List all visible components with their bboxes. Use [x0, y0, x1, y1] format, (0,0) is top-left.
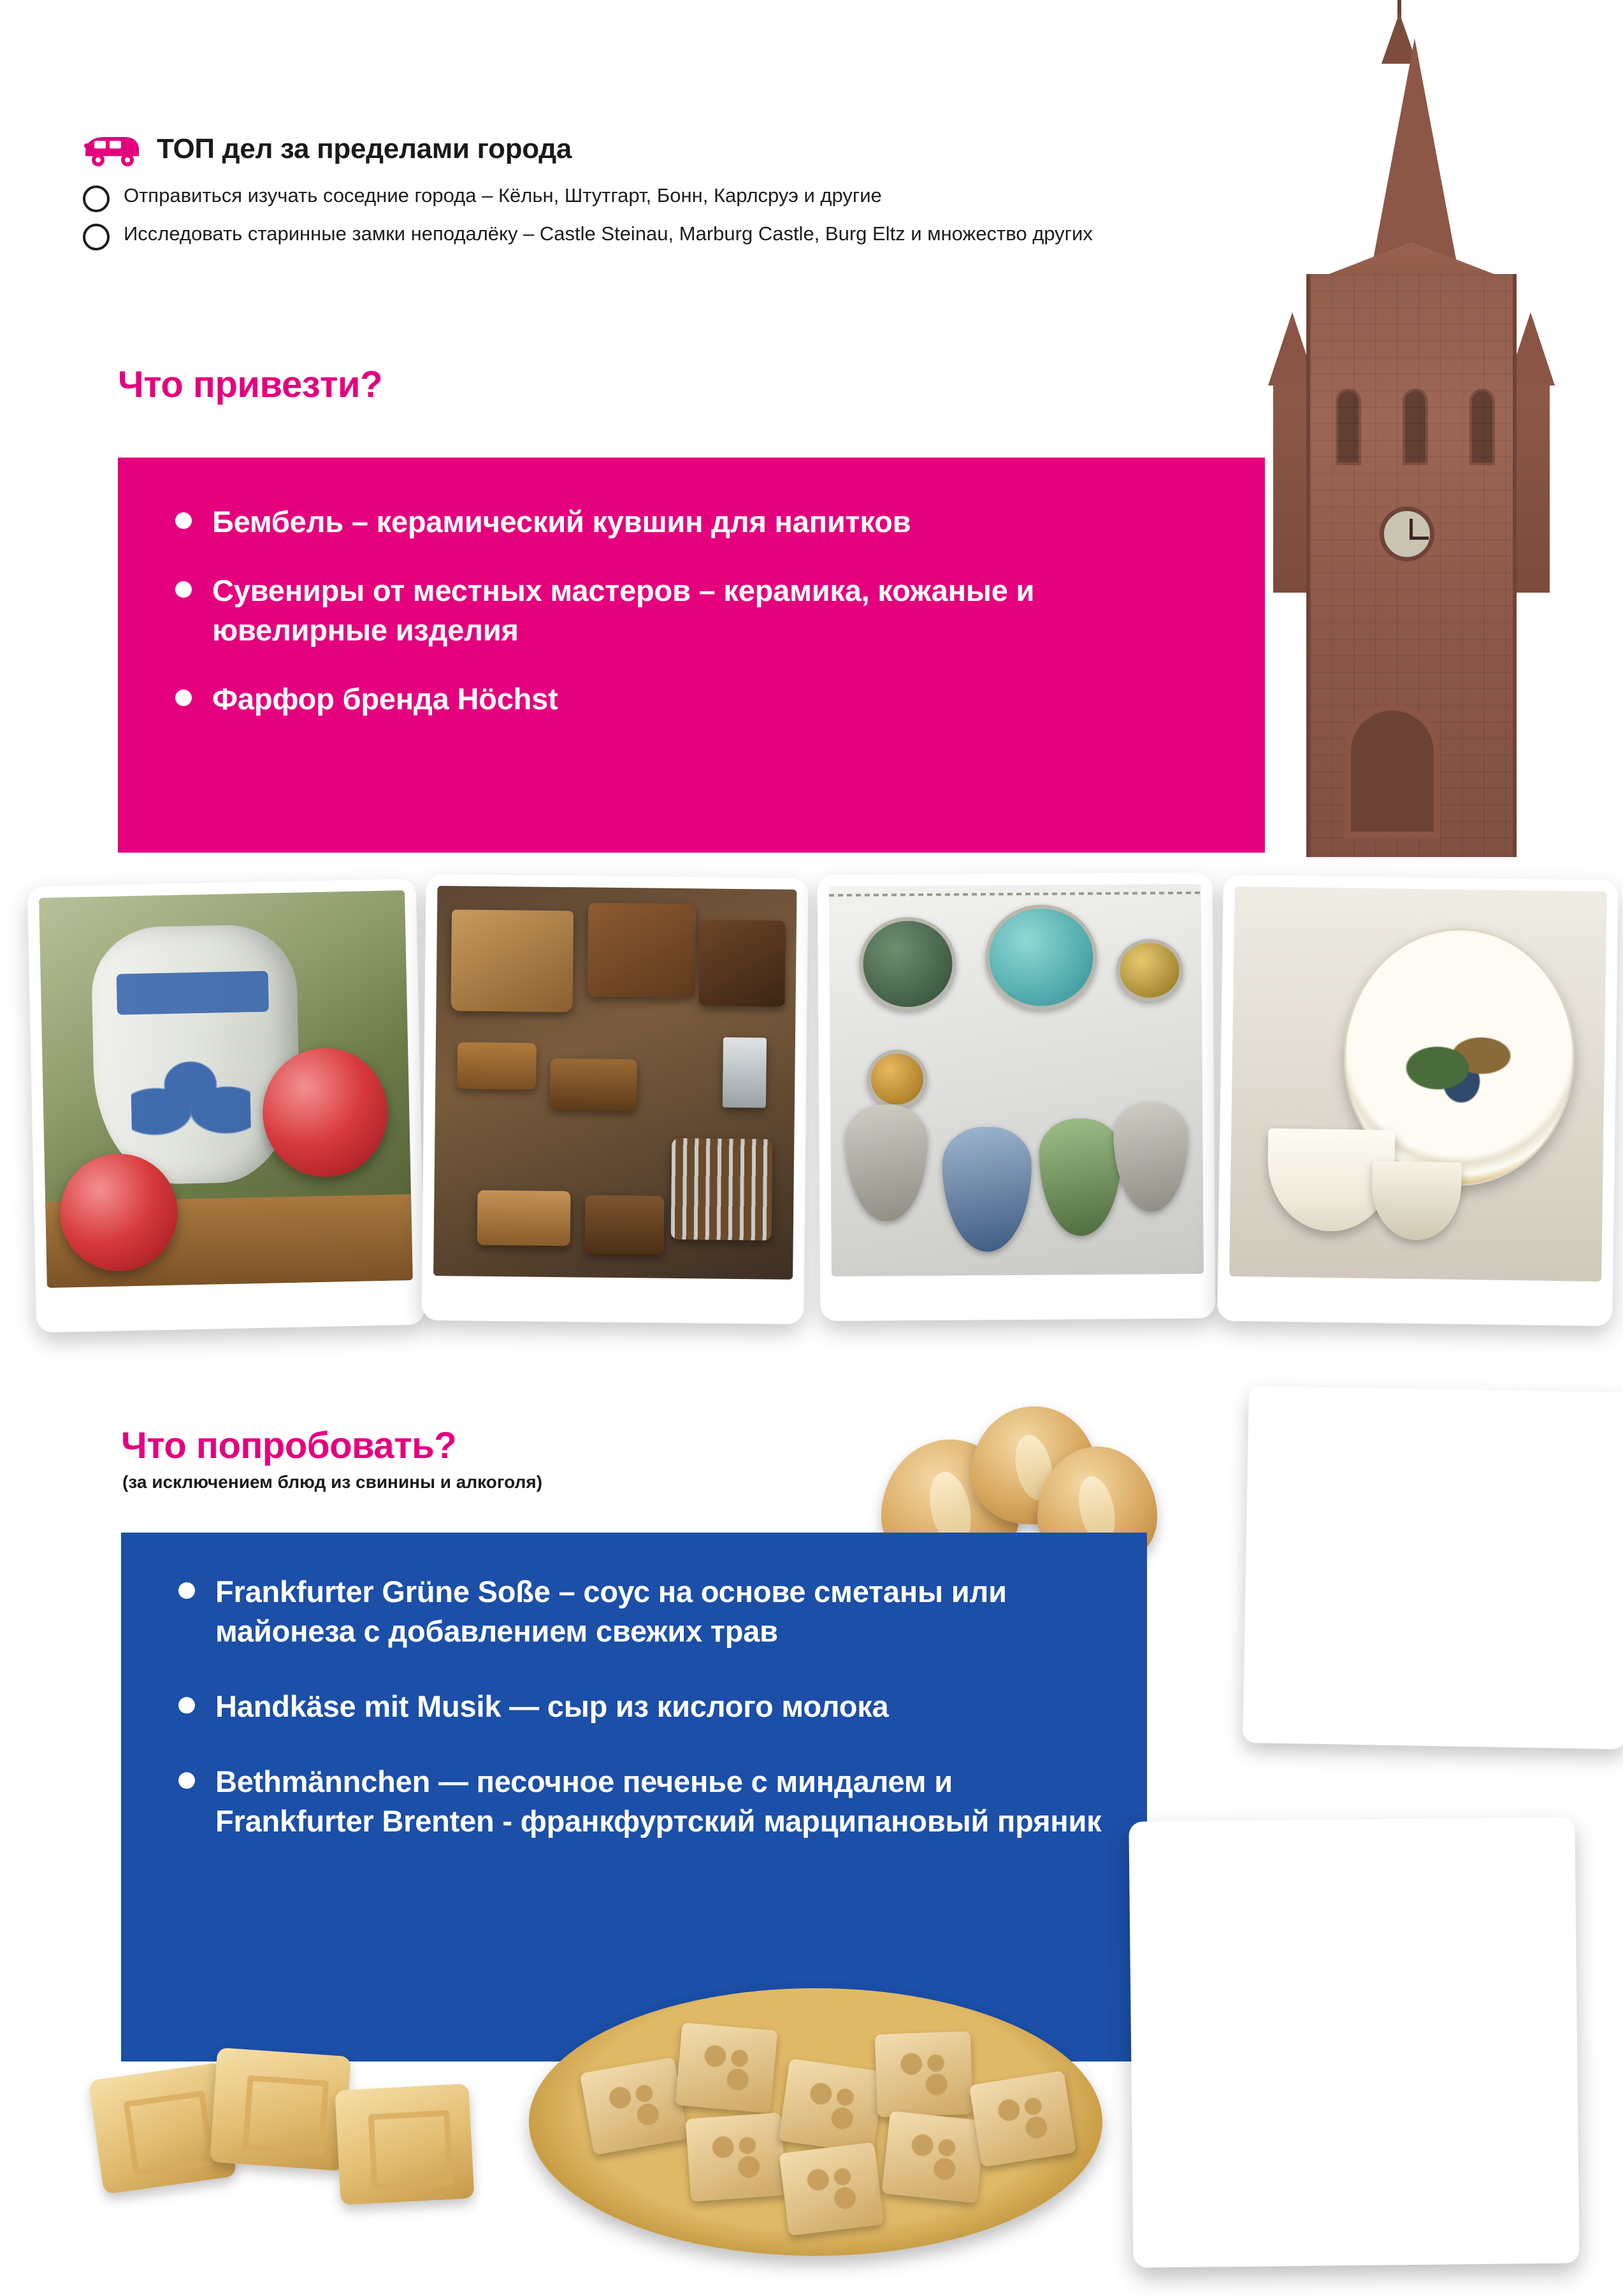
food-panel	[121, 1533, 1147, 2061]
apple	[262, 1047, 389, 1178]
dot-bullet-icon	[175, 512, 192, 529]
list-item	[175, 571, 1214, 650]
photo-jewellery	[829, 884, 1204, 1276]
list-item	[83, 221, 1223, 250]
brenten-cookie	[580, 2057, 688, 2155]
green-sauce-bowl	[1418, 1397, 1578, 1400]
souvenir-photo-row	[19, 863, 1623, 1348]
photo-card-gruene-sosse	[1243, 1386, 1623, 1749]
list-item-text: Фарфор бренда Höchst	[212, 682, 558, 716]
top-things-to-do-section	[83, 131, 1223, 259]
parsley-garnish	[1252, 1830, 1309, 1831]
gemstone-pendant	[985, 904, 1097, 1010]
bus-icon	[83, 131, 141, 168]
silver-pendant	[1113, 1102, 1188, 1212]
cheese-portion	[1266, 1829, 1438, 1831]
dot-bullet-icon	[178, 1582, 195, 1599]
brenten-cookie	[779, 2142, 884, 2235]
turret-right	[1511, 382, 1550, 593]
necklace-chain	[829, 892, 1201, 897]
leather-bag	[451, 909, 573, 1012]
porcelain-bowl	[1371, 1161, 1462, 1240]
cathedral-illustration	[1230, 0, 1623, 857]
brenten-cookie	[675, 2023, 778, 2114]
photo-card-porcelain	[1217, 875, 1619, 1327]
photo-card-bembel-jug	[27, 879, 426, 1333]
food-heading: Что попробовать?	[121, 1425, 457, 1466]
potato-wedge	[1360, 1390, 1417, 1404]
circle-bullet-icon	[83, 224, 110, 250]
table-surface	[1258, 1395, 1622, 1401]
dot-bullet-icon	[178, 1697, 195, 1714]
shortbread-cookie	[210, 2047, 351, 2171]
leather-wallet	[457, 1042, 537, 1090]
list-item	[178, 1687, 1102, 1726]
brenten-cookie	[875, 2031, 973, 2117]
brenten-cookie	[969, 2070, 1076, 2167]
gemstone-pendant	[1116, 939, 1183, 1002]
turret-left	[1273, 382, 1311, 593]
list-item-text: Handkäse mit Musik — сыр из кислого молока	[215, 1689, 889, 1724]
tower-window	[1469, 389, 1495, 465]
bread-slice	[1280, 1829, 1438, 1831]
silver-pendant	[1039, 1118, 1122, 1236]
gemstone-pendant	[859, 917, 956, 1011]
tower-window	[1336, 389, 1361, 465]
list-item	[175, 502, 1214, 542]
brenten-cookie	[779, 2058, 885, 2154]
list-item-text: Исследовать старинные замки неподалёку – Castle Steinau, Marburg Castle, Burg Eltz и множество других	[124, 222, 1093, 245]
photo-gruene-sosse	[1258, 1395, 1622, 1401]
list-item	[178, 1572, 1102, 1651]
souvenirs-heading: Что привезти?	[118, 364, 383, 405]
dot-bullet-icon	[175, 690, 192, 706]
dot-bullet-icon	[175, 581, 192, 598]
list-item-text: Бембель – керамический кувшин для напитков	[212, 505, 911, 538]
white-plate	[1280, 1396, 1600, 1401]
leather-bag	[698, 920, 786, 1006]
black-plate	[1173, 1828, 1531, 1831]
tower-window	[1403, 389, 1428, 465]
leather-wallet	[477, 1190, 571, 1246]
photo-handkaese	[1139, 1828, 1565, 1832]
photo-leather-goods	[433, 886, 797, 1280]
dot-bullet-icon	[178, 1772, 195, 1789]
souvenirs-panel	[118, 458, 1265, 853]
list-item	[83, 183, 1223, 212]
leather-bag	[588, 903, 696, 998]
food-subheading: (за исключением блюд из свинины и алкоголя)	[122, 1472, 543, 1492]
list-item	[175, 679, 1214, 719]
potato-wedge	[1476, 1397, 1534, 1402]
photo-card-handkaese	[1129, 1817, 1579, 2267]
tower-arch	[1345, 704, 1440, 838]
silver-pendant	[845, 1104, 928, 1222]
potato-wedge	[1418, 1394, 1476, 1403]
gemstone-pendant	[867, 1050, 927, 1108]
table-surface	[1139, 1828, 1565, 1832]
top-section-title: ТОП дел за пределами города	[157, 133, 572, 164]
boiled-egg	[1316, 1396, 1381, 1397]
list-item-text: Frankfurter Grüne Soße – соус на основе сметаны или майонеза с добавлением свежих трав	[215, 1575, 1007, 1649]
silver-pendant	[942, 1127, 1033, 1252]
metal-cup	[723, 1037, 767, 1108]
circle-bullet-icon	[83, 185, 110, 212]
photo-card-leather-goods	[421, 874, 808, 1324]
list-item-text: Сувениры от местных мастеров – керамика, кожаные и ювелирные изделия	[212, 574, 1035, 647]
photo-bembel-jug	[39, 890, 413, 1288]
shortbread-cookie	[335, 2084, 474, 2206]
list-item-text: Отправиться изучать соседние города – Кёльн, Штутгарт, Бонн, Карлсруэ и другие	[124, 184, 882, 206]
boiled-egg	[1309, 1396, 1374, 1397]
list-item-text: Bethmännchen — песочное печенье с миндалем и Frankfurter Brenten - франкфуртский марципановый пряник	[215, 1765, 1102, 1838]
photo-card-jewellery	[818, 872, 1216, 1321]
leather-wallet	[584, 1195, 664, 1255]
brenten-cookie	[686, 2112, 787, 2202]
clock-face-icon	[1380, 507, 1434, 561]
photo-brenten-tray	[529, 1988, 1102, 2256]
photo-porcelain	[1229, 886, 1606, 1282]
section-header	[83, 131, 1223, 168]
list-item	[178, 1762, 1102, 1841]
leather-wallet	[550, 1058, 637, 1110]
leather-belts	[671, 1138, 773, 1241]
photo-bethmaennchen	[96, 2026, 542, 2237]
bembel-jug	[90, 924, 301, 1186]
brenten-cookie	[882, 2111, 986, 2204]
parsley-garnish	[1409, 1828, 1459, 1829]
